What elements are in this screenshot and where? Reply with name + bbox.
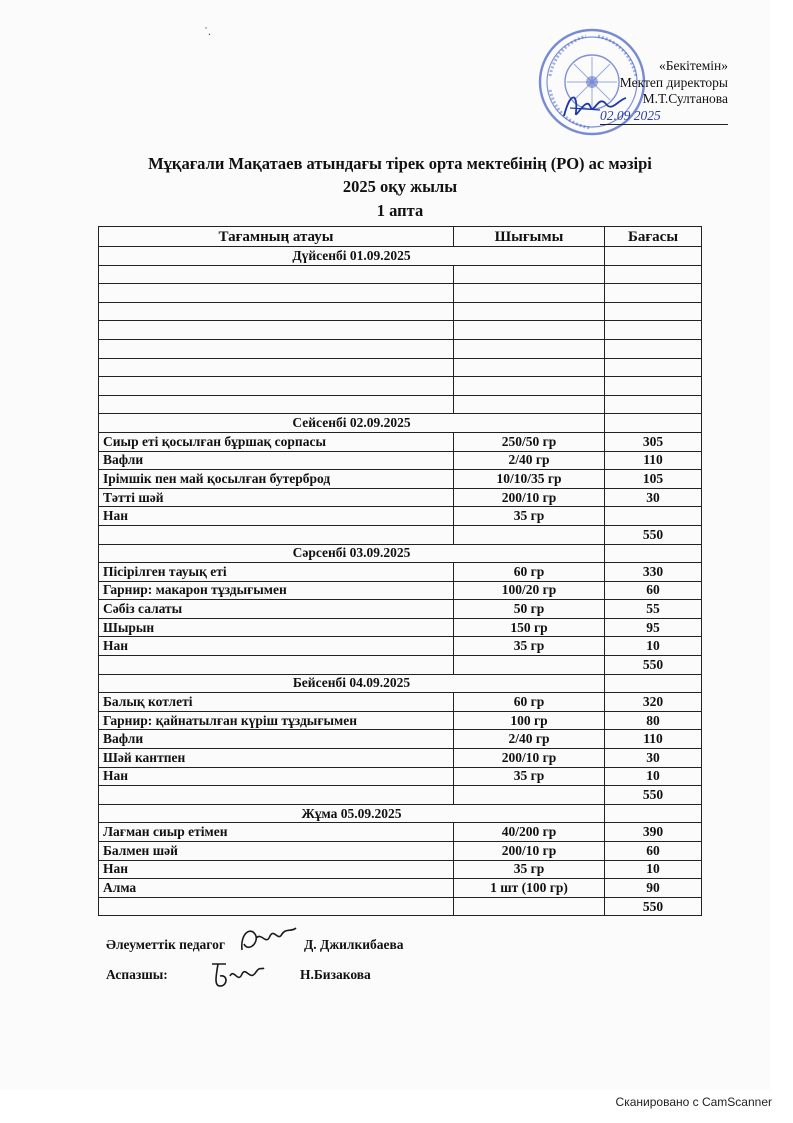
menu-item-row	[99, 767, 702, 786]
dish-yield: 35 гр	[454, 637, 605, 656]
header-yield: Шығымы	[454, 227, 605, 247]
cook-name: Н.Бизакова	[300, 967, 371, 982]
empty-cell	[99, 339, 454, 358]
dish-price: 105	[605, 470, 702, 489]
empty-cell	[605, 284, 702, 303]
menu-item-row	[99, 879, 702, 898]
dish-name: Нан	[99, 860, 454, 879]
dish-name: Вафли	[99, 451, 454, 470]
table-header-row	[99, 227, 702, 247]
dish-price: 10	[605, 637, 702, 656]
dish-name: Гарнир: қайнатылған күріш тұздығымен	[99, 711, 454, 730]
empty-row	[99, 302, 702, 321]
menu-item-row	[99, 488, 702, 507]
empty-cell	[454, 284, 605, 303]
dish-price: 390	[605, 823, 702, 842]
approval-director-name: М.Т.Султанова	[642, 91, 728, 106]
empty-row	[99, 339, 702, 358]
dish-yield: 2/40 гр	[454, 451, 605, 470]
dish-name: Балмен шәй	[99, 842, 454, 861]
dish-price: 95	[605, 618, 702, 637]
total-empty-cell	[99, 395, 454, 414]
scanner-watermark: Сканировано с CamScanner	[615, 1095, 772, 1109]
empty-cell	[454, 377, 605, 396]
empty-cell	[605, 302, 702, 321]
total-empty-cell	[454, 786, 605, 805]
day-total-row	[99, 656, 702, 675]
menu-item-row	[99, 563, 702, 582]
day-label: Сейсенбі 02.09.2025	[99, 414, 605, 433]
cook-signature	[206, 956, 266, 992]
menu-item-row	[99, 432, 702, 451]
dish-yield: 60 гр	[454, 693, 605, 712]
dish-yield: 200/10 гр	[454, 488, 605, 507]
dish-name: Вафли	[99, 730, 454, 749]
empty-cell	[99, 265, 454, 284]
day-total-row	[99, 786, 702, 805]
dish-price: 305	[605, 432, 702, 451]
total-empty-cell	[99, 525, 454, 544]
approval-title: «Бекітемін»	[659, 58, 728, 73]
empty-cell	[605, 321, 702, 340]
dish-yield: 50 гр	[454, 600, 605, 619]
empty-cell	[99, 302, 454, 321]
dish-yield: 150 гр	[454, 618, 605, 637]
day-label: Дүйсенбі 01.09.2025	[99, 247, 605, 266]
menu-item-row	[99, 451, 702, 470]
header-price: Бағасы	[605, 227, 702, 247]
approval-date: 02.09 2025	[600, 108, 728, 126]
menu-item-row	[99, 618, 702, 637]
dish-yield: 10/10/35 гр	[454, 470, 605, 489]
menu-item-row	[99, 842, 702, 861]
day-price-empty	[605, 414, 702, 433]
empty-row	[99, 358, 702, 377]
empty-row	[99, 377, 702, 396]
menu-item-row	[99, 581, 702, 600]
dish-price: 320	[605, 693, 702, 712]
dish-price: 30	[605, 749, 702, 768]
menu-item-row	[99, 711, 702, 730]
dish-price: 10	[605, 767, 702, 786]
menu-title: Мұқағали Мақатаев атындағы тірек орта мектебінің (РО) ас мәзірі	[148, 154, 652, 173]
day-header-row	[99, 544, 702, 563]
dish-yield: 35 гр	[454, 860, 605, 879]
menu-item-row	[99, 600, 702, 619]
dish-price: 110	[605, 730, 702, 749]
menu-table-body	[99, 247, 702, 916]
menu-item-row	[99, 823, 702, 842]
empty-cell	[605, 265, 702, 284]
dish-yield: 200/10 гр	[454, 749, 605, 768]
dish-price: 60	[605, 581, 702, 600]
dish-name: Шырын	[99, 618, 454, 637]
empty-cell	[454, 302, 605, 321]
day-total-row	[99, 897, 702, 916]
menu-item-row	[99, 730, 702, 749]
total-empty-cell	[99, 897, 454, 916]
approval-position: Мектеп директоры	[619, 74, 728, 90]
dish-yield: 60 гр	[454, 563, 605, 582]
day-total-price: 550	[605, 656, 702, 675]
dish-price: 90	[605, 879, 702, 898]
empty-cell	[454, 265, 605, 284]
total-empty-cell	[99, 656, 454, 675]
pedagog-signature	[236, 922, 300, 958]
empty-row	[99, 321, 702, 340]
day-header-row	[99, 247, 702, 266]
dish-yield: 100/20 гр	[454, 581, 605, 600]
day-total-row	[99, 395, 702, 414]
dish-price: 55	[605, 600, 702, 619]
dish-name: Пісірілген тауық еті	[99, 563, 454, 582]
empty-cell	[454, 358, 605, 377]
day-total-price	[605, 395, 702, 414]
dish-yield: 1 шт (100 гр)	[454, 879, 605, 898]
menu-item-row	[99, 860, 702, 879]
dish-yield: 35 гр	[454, 507, 605, 526]
dish-name: Сиыр еті қосылған бұршақ сорпасы	[99, 432, 454, 451]
day-label: Бейсенбі 04.09.2025	[99, 674, 605, 693]
dish-price: 10	[605, 860, 702, 879]
dish-name: Шәй кантпен	[99, 749, 454, 768]
day-price-empty	[605, 247, 702, 266]
empty-cell	[454, 339, 605, 358]
dish-name: Нан	[99, 767, 454, 786]
dish-yield: 35 гр	[454, 767, 605, 786]
dish-name: Алма	[99, 879, 454, 898]
menu-item-row	[99, 507, 702, 526]
day-price-empty	[605, 544, 702, 563]
day-total-price: 550	[605, 786, 702, 805]
dish-name: Гарнир: макарон тұздығымен	[99, 581, 454, 600]
menu-item-row	[99, 749, 702, 768]
total-empty-cell	[454, 897, 605, 916]
dish-price: 30	[605, 488, 702, 507]
day-total-row	[99, 525, 702, 544]
empty-cell	[99, 284, 454, 303]
empty-cell	[605, 377, 702, 396]
dish-name: Балық котлеті	[99, 693, 454, 712]
dish-price: 330	[605, 563, 702, 582]
total-empty-cell	[454, 525, 605, 544]
empty-cell	[99, 321, 454, 340]
day-total-price: 550	[605, 525, 702, 544]
dish-yield: 250/50 гр	[454, 432, 605, 451]
day-header-row	[99, 674, 702, 693]
dish-name: Лағман сиыр етімен	[99, 823, 454, 842]
week-number: 1 апта	[376, 201, 424, 220]
day-label: Сәрсенбі 03.09.2025	[99, 544, 605, 563]
dish-name: Нан	[99, 637, 454, 656]
dish-name: Тәтті шәй	[99, 488, 454, 507]
dish-price: 80	[605, 711, 702, 730]
day-header-row	[99, 414, 702, 433]
empty-row	[99, 284, 702, 303]
school-year: 2025 оқу жылы	[342, 177, 458, 196]
day-price-empty	[605, 674, 702, 693]
empty-cell	[605, 339, 702, 358]
dish-yield: 40/200 гр	[454, 823, 605, 842]
day-total-price: 550	[605, 897, 702, 916]
scan-mark: ˙.	[204, 24, 211, 38]
menu-item-row	[99, 637, 702, 656]
dish-yield: 100 гр	[454, 711, 605, 730]
menu-item-row	[99, 470, 702, 489]
day-header-row	[99, 804, 702, 823]
empty-cell	[99, 377, 454, 396]
dish-name: Ірімшік пен май қосылған бутерброд	[99, 470, 454, 489]
dish-price: 110	[605, 451, 702, 470]
empty-cell	[605, 358, 702, 377]
total-empty-cell	[99, 786, 454, 805]
empty-cell	[454, 321, 605, 340]
pedagog-name: Д. Джилкибаева	[304, 937, 404, 952]
dish-yield: 200/10 гр	[454, 842, 605, 861]
dish-price: 60	[605, 842, 702, 861]
director-signature	[560, 86, 630, 126]
empty-cell	[99, 358, 454, 377]
total-empty-cell	[454, 656, 605, 675]
pedagog-label: Әлеуметтік педагог	[106, 937, 225, 952]
cook-label: Аспазшы:	[106, 967, 168, 982]
day-label: Жұма 05.09.2025	[99, 804, 605, 823]
header-dish-name: Тағамның атауы	[99, 227, 454, 247]
empty-row	[99, 265, 702, 284]
day-price-empty	[605, 804, 702, 823]
dish-price	[605, 507, 702, 526]
dish-name: Сәбіз салаты	[99, 600, 454, 619]
dish-yield: 2/40 гр	[454, 730, 605, 749]
total-empty-cell	[454, 395, 605, 414]
dish-name: Нан	[99, 507, 454, 526]
menu-table	[98, 226, 702, 916]
menu-item-row	[99, 693, 702, 712]
